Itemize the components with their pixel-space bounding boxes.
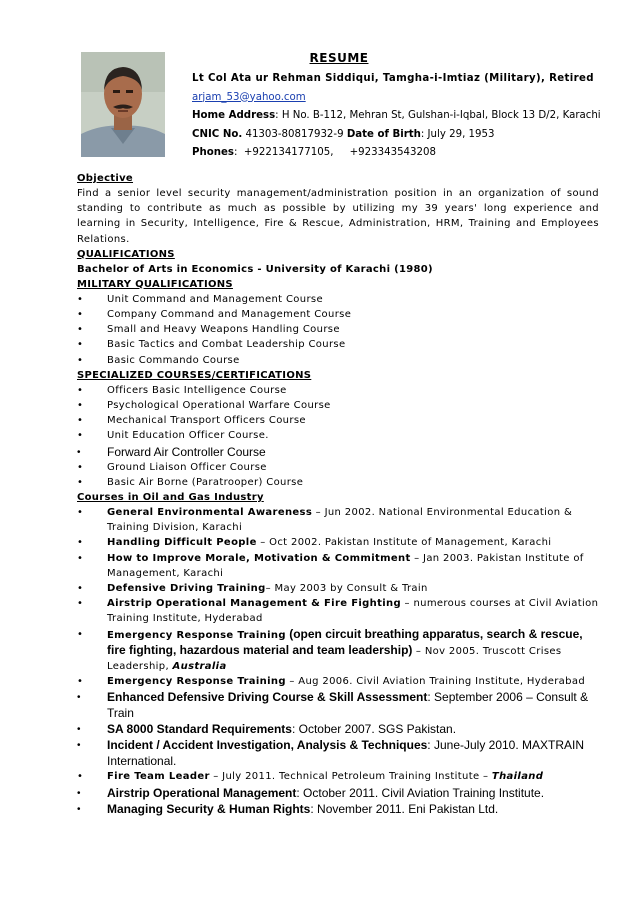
bullet-icon: • [77, 400, 84, 412]
profile-photo [81, 52, 165, 157]
list-item: • Emergency Response Training – Aug 2006. Civil Aviation Training Institute, Hyderabad [77, 674, 599, 689]
bullet-icon: • [77, 339, 84, 351]
list-item: • Basic Commando Course [77, 353, 599, 368]
list-item: • Officers Basic Intelligence Course [77, 383, 599, 398]
list-item: • Enhanced Defensive Driving Course & Skill Assessment: September 2006 – Consult & Train [77, 690, 589, 721]
bullet-icon: • [77, 354, 84, 366]
oil-gas-heading: Courses in Oil and Gas Industry [77, 492, 264, 504]
list-item: • Company Command and Management Course [77, 307, 599, 322]
bullet-icon: • [77, 628, 84, 640]
cnic-line: CNIC No. 41303-80817932-9 Date of Birth: July 29, 1953 [192, 128, 495, 140]
resume-body [77, 171, 599, 817]
list-item: • Unit Command and Management Course [77, 292, 599, 307]
bullet-icon: • [77, 771, 84, 783]
email-link[interactable]: arjam_53@yahoo.com [192, 91, 306, 103]
list-item: • Basic Tactics and Combat Leadership Course [77, 337, 599, 352]
bullet-icon: • [77, 476, 84, 488]
bullet-icon: • [77, 384, 84, 396]
military-list [77, 292, 599, 368]
bullet-icon: • [77, 692, 81, 704]
phones-line: Phones: +922134177105, +923343543208 [192, 147, 436, 158]
list-item: • Basic Air Borne (Paratrooper) Course [77, 475, 599, 490]
military-heading: MILITARY QUALIFICATIONS [77, 278, 233, 290]
list-item: • Incident / Accident Investigation, Analysis & Techniques: June-July 2010. MAXTRAIN International. [77, 738, 585, 769]
degree-line: Bachelor of Arts in Economics - University of Karachi (1980) [77, 263, 433, 275]
list-item: • Psychological Operational Warfare Course [77, 398, 599, 413]
bullet-icon: • [77, 446, 81, 458]
list-item: • Ground Liaison Officer Course [77, 460, 599, 475]
bullet-icon: • [77, 293, 84, 305]
bullet-icon: • [77, 507, 84, 519]
list-item: • General Environmental Awareness – Jun 2002. National Environmental Education & Training Division, Karachi [77, 507, 573, 534]
bullet-icon: • [77, 724, 81, 736]
name-line: Lt Col Ata ur Rehman Siddiqui, Tamgha-i-Imtiaz (Military), Retired [192, 73, 594, 84]
resume-title: RESUME [309, 51, 369, 65]
qualifications-heading: QUALIFICATIONS [77, 248, 175, 260]
list-item: • Defensive Driving Training– May 2003 by Consult & Train [77, 581, 599, 596]
phones-label: Phones [192, 147, 234, 158]
bullet-icon: • [77, 415, 84, 427]
oil-gas-list [77, 505, 599, 817]
address-label: Home Address [192, 110, 276, 121]
list-item: • Emergency Response Training (open circuit breathing apparatus, search & rescue, fire fighting, hazardous material and team leadership) – Nov 2005. Truscott Crises Leadership, Australia [77, 626, 583, 673]
phone-2: +923343543208 [349, 147, 436, 158]
bullet-icon: • [77, 552, 84, 564]
list-item: • Forward Air Controller Course [77, 444, 266, 459]
list-item: • Airstrip Operational Management: October 2011. Civil Aviation Training Institute. [77, 785, 545, 800]
list-item: • Fire Team Leader – July 2011. Technical Petroleum Training Institute – Thailand [77, 769, 599, 784]
list-item: • How to Improve Morale, Motivation & Commitment – Jan 2003. Pakistan Institute of Management, Karachi [77, 552, 584, 579]
list-item: • Small and Heavy Weapons Handling Course [77, 322, 599, 337]
phone-1: +922134177105, [243, 147, 334, 158]
bullet-icon: • [77, 461, 84, 473]
bullet-icon: • [77, 537, 84, 549]
address-value: H No. B-112, Mehran St, Gulshan-i-Iqbal, Block 13 D/2, Karachi [281, 110, 601, 121]
bullet-icon: • [77, 430, 84, 442]
cnic-label: CNIC No. [192, 128, 243, 140]
bullet-icon: • [77, 787, 81, 799]
dob-label: Date of Birth [346, 128, 421, 140]
list-item: • Handling Difficult People – Oct 2002. Pakistan Institute of Management, Karachi [77, 535, 599, 550]
portrait-image [81, 52, 165, 157]
list-item: • Airstrip Operational Management & Fire Fighting – numerous courses at Civil Aviation Training Institute, Hyderabad [77, 598, 599, 625]
bullet-icon: • [77, 740, 81, 752]
header-block [192, 70, 612, 163]
list-item: • Unit Education Officer Course. [77, 428, 599, 443]
list-item: • Managing Security & Human Rights: November 2011. Eni Pakistan Ltd. [77, 801, 499, 816]
bullet-icon: • [77, 309, 84, 321]
email-line [192, 89, 612, 108]
dob-value: July 29, 1953 [427, 128, 495, 140]
bullet-icon: • [77, 583, 84, 595]
address-line: Home Address: H No. B-112, Mehran St, Gulshan-i-Iqbal, Block 13 D/2, Karachi [192, 110, 601, 121]
bullet-icon: • [77, 598, 84, 610]
specialized-heading: SPECIALIZED COURSES/CERTIFICATIONS [77, 369, 312, 381]
objective-text: Find a senior level security management/administration position in an organization of sound standing to contribute as much as possible by utilizing my 39 years' long experience and learning in Security, Intelligence, Fire & Rescue, Administration, HRM, Training and Employees Relations. [77, 188, 599, 245]
bullet-icon: • [77, 324, 84, 336]
list-item: • SA 8000 Standard Requirements: October 2007. SGS Pakistan. [77, 722, 457, 737]
bullet-icon: • [77, 803, 81, 815]
list-item: • Mechanical Transport Officers Course [77, 413, 599, 428]
specialized-list [77, 383, 599, 490]
objective-heading: Objective [77, 173, 134, 184]
bullet-icon: • [77, 676, 84, 688]
cnic-value: 41303-80817932-9 [245, 128, 344, 140]
